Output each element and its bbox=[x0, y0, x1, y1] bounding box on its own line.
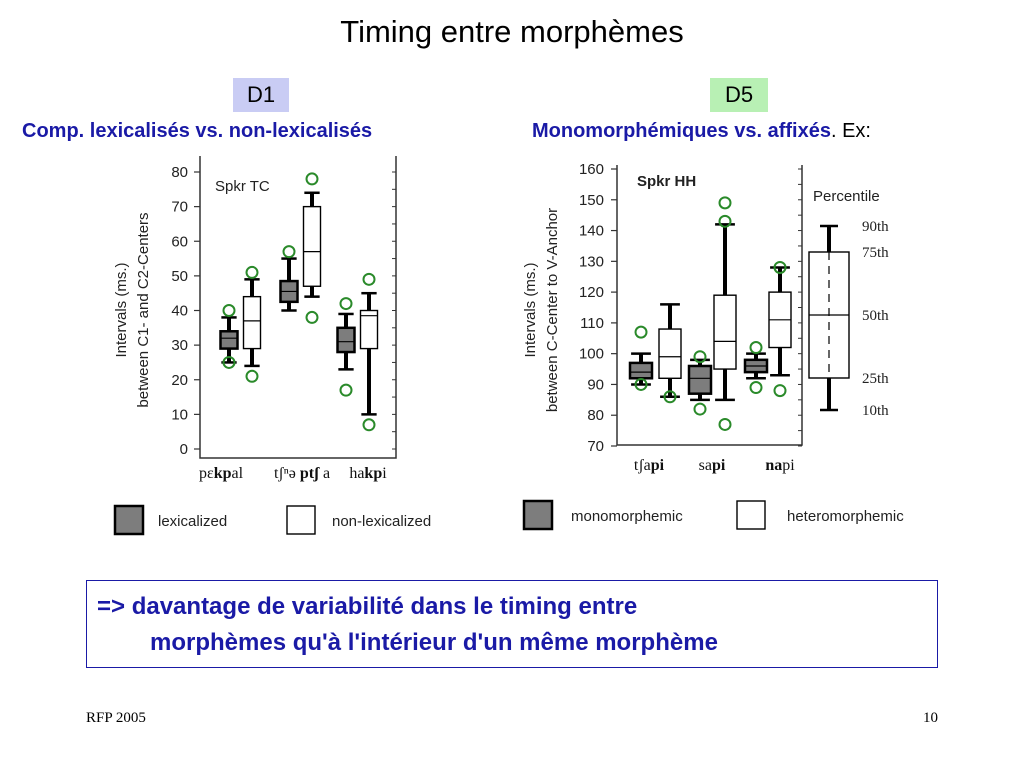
outlier-point bbox=[247, 267, 258, 278]
conclusion-line-1: => davantage de variabilité dans le timing entre bbox=[97, 593, 638, 620]
category-label-part: al bbox=[231, 465, 244, 482]
subtitle-right-rest: . Ex: bbox=[830, 120, 871, 142]
box-iqr bbox=[630, 363, 652, 378]
speaker-annotation: Spkr TC bbox=[215, 178, 270, 195]
plot-frame bbox=[200, 156, 396, 458]
box-lexicalized-1 bbox=[221, 305, 238, 368]
y-tick-label: 130 bbox=[578, 253, 604, 271]
category-label-part: ptʃ bbox=[299, 465, 319, 482]
outlier-point bbox=[364, 419, 375, 430]
outlier-point bbox=[364, 274, 375, 285]
category-label-part: a bbox=[318, 465, 331, 482]
percentile-label-25th: 25th bbox=[862, 371, 889, 387]
outlier-point bbox=[751, 382, 762, 393]
outlier-point bbox=[341, 385, 352, 396]
category-label-part: na bbox=[765, 457, 783, 474]
y-tick-label: 80 bbox=[587, 407, 604, 425]
category-label-part: tʃⁿə bbox=[273, 465, 300, 482]
outlier-point bbox=[720, 197, 731, 208]
y-tick-label: 10 bbox=[171, 406, 188, 424]
box-non-lexicalized-1 bbox=[244, 267, 261, 382]
percentile-label-10th: 10th bbox=[862, 403, 889, 419]
outlier-point bbox=[247, 371, 258, 382]
box-monomorphemic-1 bbox=[630, 327, 652, 390]
y-tick-label: 150 bbox=[578, 191, 604, 209]
category-label-2 bbox=[699, 457, 726, 474]
box-lexicalized-3 bbox=[338, 298, 355, 396]
footer-left: RFP 2005 bbox=[86, 710, 146, 726]
box-heteromorphemic-1 bbox=[659, 304, 681, 402]
y-tick-label: 70 bbox=[171, 198, 188, 216]
category-label-2 bbox=[274, 465, 330, 482]
box-iqr bbox=[221, 331, 238, 348]
y-tick-label: 100 bbox=[578, 345, 604, 363]
outlier-point bbox=[636, 327, 647, 338]
outlier-point bbox=[720, 419, 731, 430]
tag-d1: D1 bbox=[233, 78, 289, 112]
outlier-point bbox=[307, 312, 318, 323]
y-axis-label-line1: Intervals (ms.) bbox=[522, 262, 539, 358]
category-label-part: pɛ bbox=[198, 465, 214, 482]
outlier-point bbox=[341, 298, 352, 309]
y-tick-label: 50 bbox=[171, 267, 188, 285]
category-label-1 bbox=[634, 457, 665, 474]
y-tick-label: 80 bbox=[171, 164, 188, 181]
box-iqr bbox=[304, 207, 321, 287]
y-tick-label: 120 bbox=[578, 284, 604, 302]
box-non-lexicalized-3 bbox=[361, 274, 378, 430]
y-tick-label: 70 bbox=[587, 438, 604, 455]
outlier-point bbox=[751, 342, 762, 353]
percentile-label-90th: 90th bbox=[862, 219, 889, 235]
outlier-point bbox=[284, 246, 295, 257]
y-tick-label: 20 bbox=[171, 371, 188, 389]
y-tick-label: 0 bbox=[179, 441, 188, 458]
legend-label-non-lexicalized: non-lexicalized bbox=[332, 513, 432, 530]
box-lexicalized-2 bbox=[281, 246, 298, 310]
y-tick-label: 110 bbox=[580, 314, 604, 332]
y-tick-label: 160 bbox=[578, 161, 604, 178]
box-plot-2 bbox=[522, 161, 904, 529]
outlier-point bbox=[695, 404, 706, 415]
y-tick-label: 40 bbox=[171, 302, 188, 320]
legend-label-lexicalized: lexicalized bbox=[158, 513, 228, 530]
slide-title: Timing entre morphèmes bbox=[340, 14, 684, 49]
box-heteromorphemic-2 bbox=[714, 197, 736, 430]
box-non-lexicalized-2 bbox=[304, 173, 321, 322]
conclusion-line-2: morphèmes qu'à l'intérieur d'un même morphème bbox=[150, 629, 718, 656]
category-label-part: kp bbox=[213, 465, 232, 482]
box-iqr bbox=[689, 366, 711, 394]
outlier-point bbox=[775, 385, 786, 396]
box-plot-1 bbox=[113, 156, 431, 534]
legend-label-heteromorphemic: heteromorphemic bbox=[787, 508, 904, 525]
category-label-1 bbox=[199, 465, 244, 482]
box-heteromorphemic-3 bbox=[769, 262, 791, 396]
y-tick-label: 90 bbox=[587, 376, 604, 394]
category-label-part: pi bbox=[650, 457, 665, 474]
legend-swatch-lexicalized bbox=[115, 506, 143, 534]
box-monomorphemic-2 bbox=[689, 351, 711, 414]
category-label-3 bbox=[765, 457, 795, 474]
percentile-label-50th: 50th bbox=[862, 308, 889, 324]
box-monomorphemic-3 bbox=[745, 342, 767, 393]
y-axis-label-line1: Intervals (ms.) bbox=[113, 262, 130, 358]
legend-swatch-heteromorphemic bbox=[737, 501, 765, 529]
y-axis-label-line2: between C-Center to V-Anchor bbox=[544, 207, 561, 413]
legend-swatch-monomorphemic bbox=[524, 501, 552, 529]
footer-page-number: 10 bbox=[923, 710, 938, 726]
category-label-part: tʃa bbox=[633, 457, 651, 474]
y-tick-label: 30 bbox=[171, 337, 188, 355]
y-axis-label-line2: between C1- and C2-Centers bbox=[135, 212, 152, 408]
percentile-key-title: Percentile bbox=[813, 188, 880, 205]
box-iqr bbox=[659, 329, 681, 378]
speaker-annotation: Spkr HH bbox=[637, 173, 697, 190]
percentile-key bbox=[809, 188, 889, 419]
y-tick-label: 60 bbox=[171, 233, 188, 251]
category-label-part: sa bbox=[698, 457, 712, 474]
category-label-3 bbox=[349, 465, 387, 482]
subtitle-right-bold: Monomorphémiques vs. affixés bbox=[532, 120, 831, 142]
outlier-point bbox=[224, 305, 235, 316]
box-iqr bbox=[338, 328, 355, 352]
y-tick-label: 140 bbox=[578, 222, 604, 240]
category-label-part: i bbox=[382, 465, 387, 482]
legend-label-monomorphemic: monomorphemic bbox=[571, 508, 683, 525]
box-iqr bbox=[244, 297, 261, 349]
percentile-label-75th: 75th bbox=[862, 245, 889, 261]
subtitle-left: Comp. lexicalisés vs. non-lexicalisés bbox=[22, 120, 373, 142]
outlier-point bbox=[307, 173, 318, 184]
category-label-part: kp bbox=[364, 465, 383, 482]
category-label-part: ha bbox=[349, 465, 365, 482]
category-label-part: pi bbox=[782, 457, 795, 474]
box-iqr bbox=[714, 295, 736, 369]
category-label-part: pi bbox=[711, 457, 726, 474]
legend-swatch-non-lexicalized bbox=[287, 506, 315, 534]
tag-d5: D5 bbox=[710, 78, 768, 112]
